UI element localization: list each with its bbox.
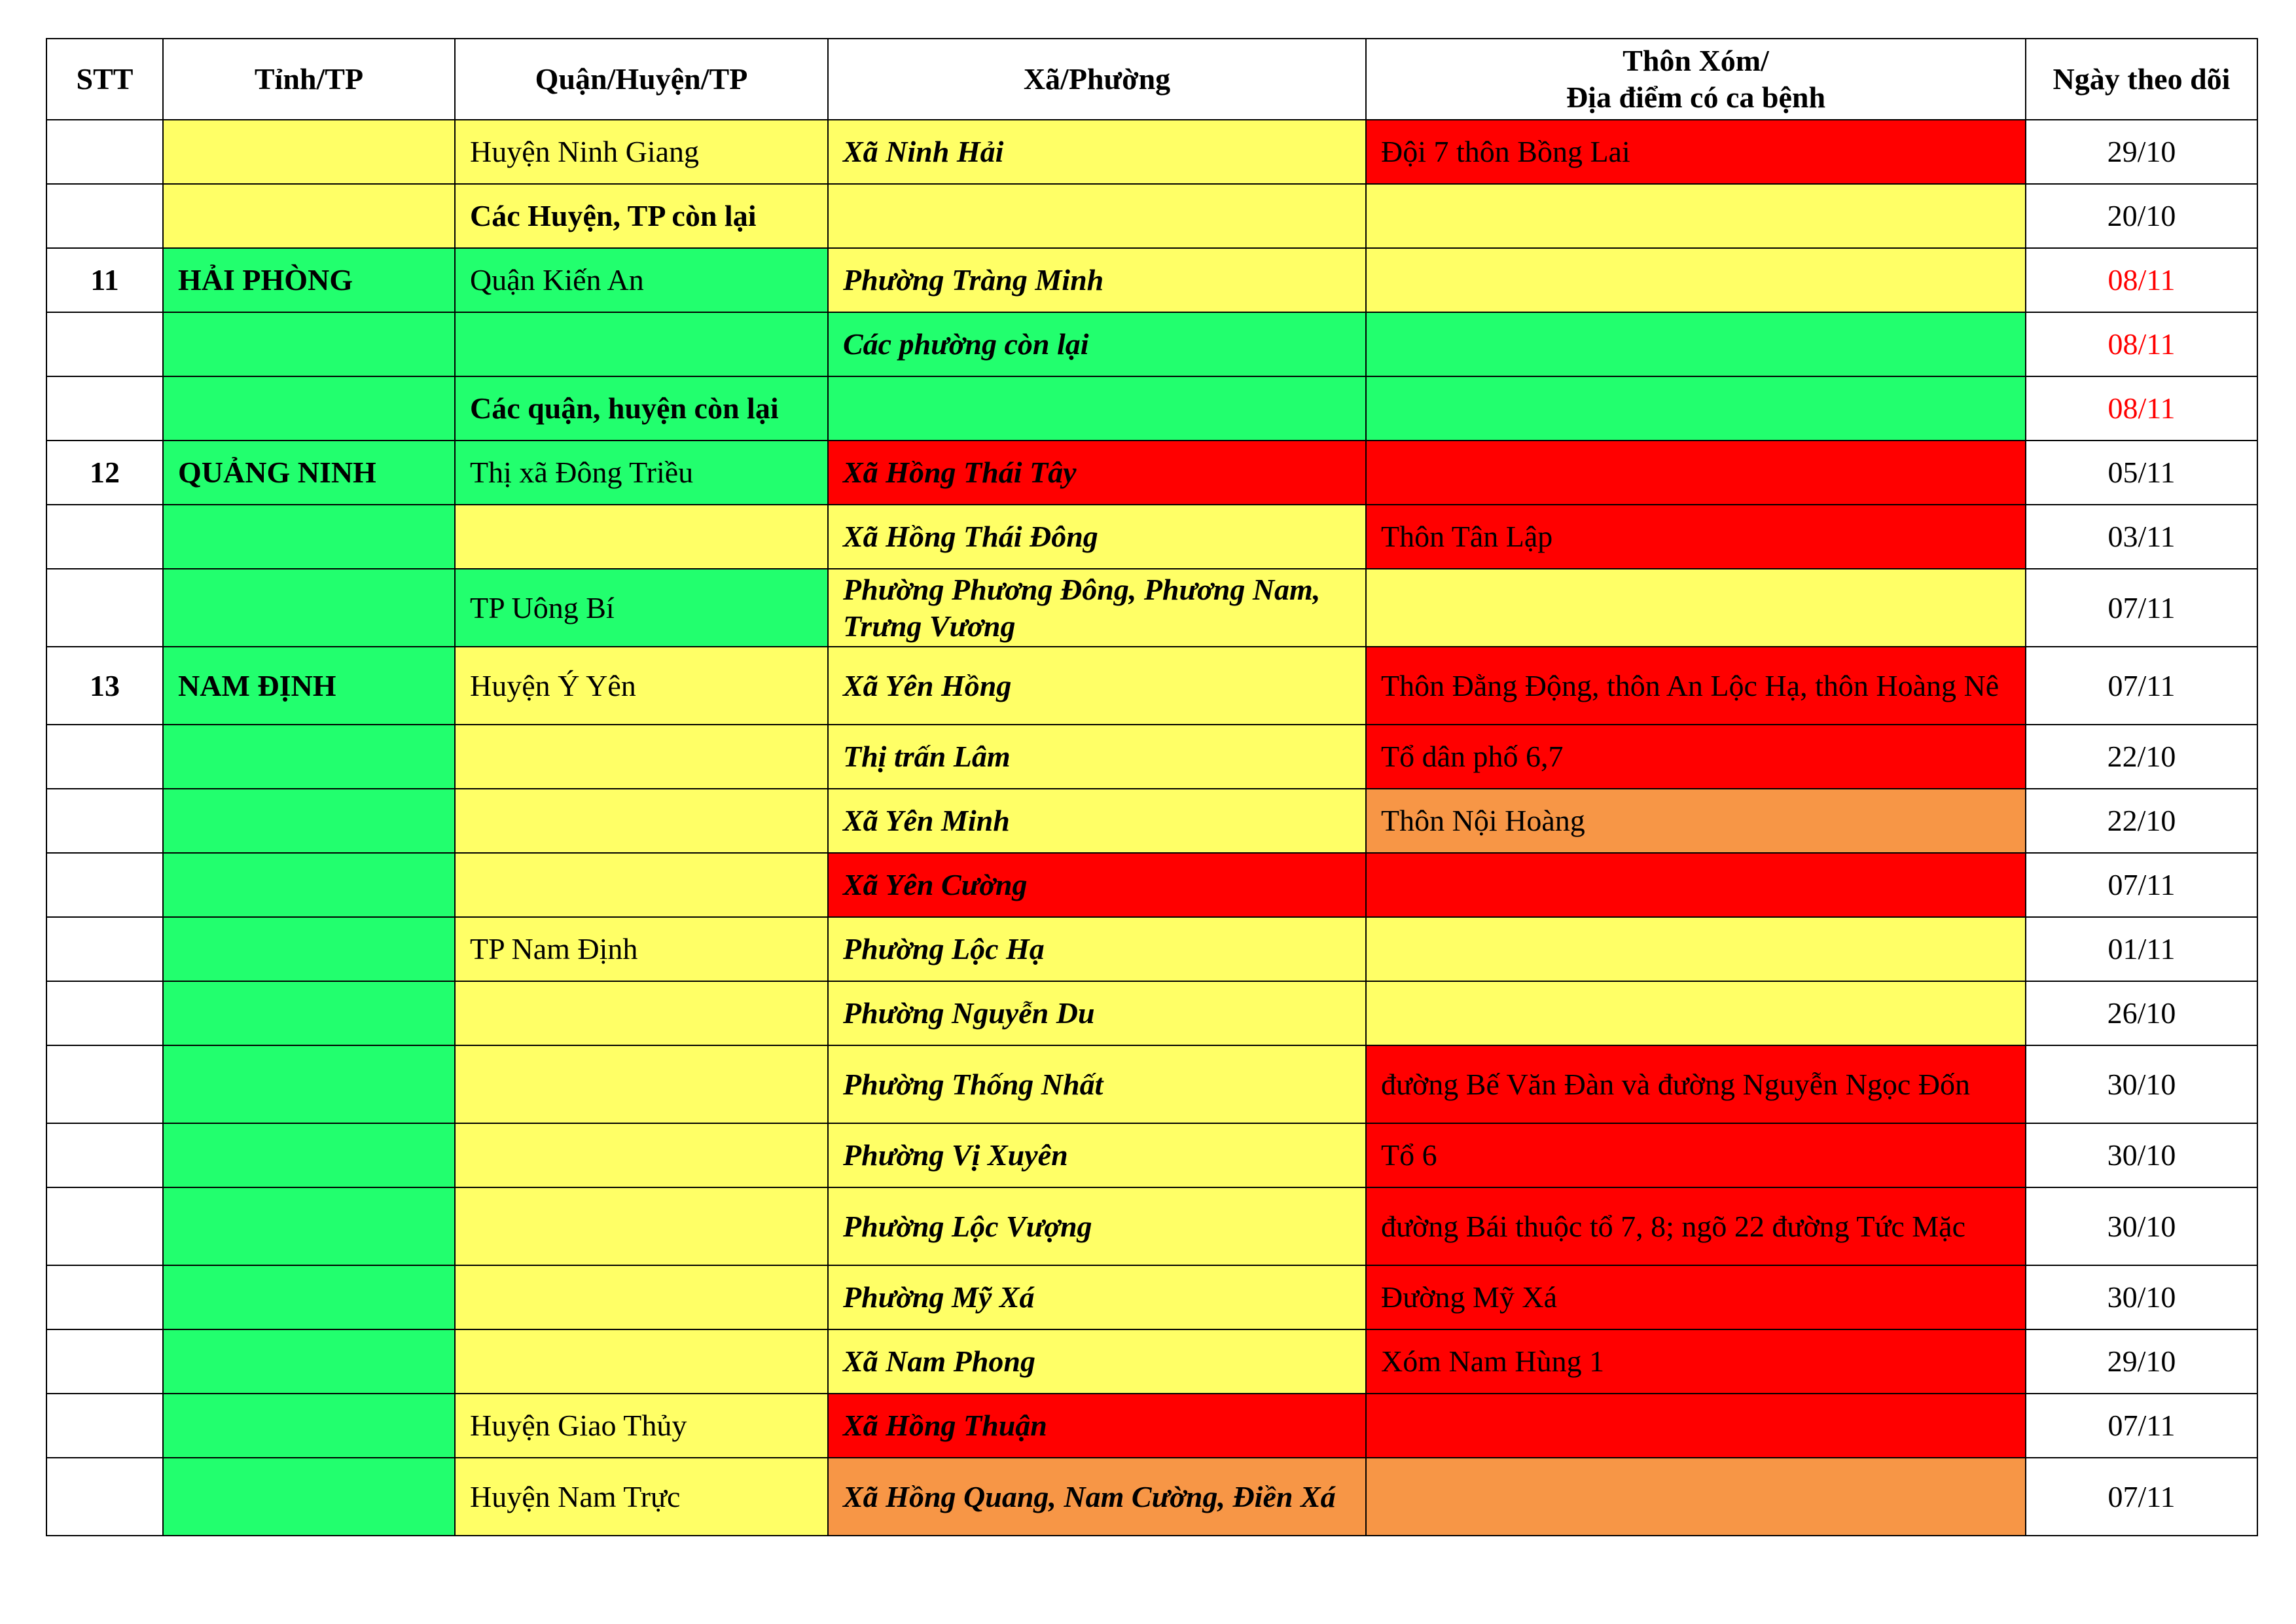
cell-quan — [455, 1045, 828, 1123]
cell-stt — [46, 1329, 163, 1394]
cell-xa: Phường Tràng Minh — [828, 248, 1366, 312]
table-row — [46, 1045, 2257, 1123]
cell-ngay: 30/10 — [2026, 1187, 2257, 1265]
table-row — [46, 789, 2257, 853]
cell-stt — [46, 1187, 163, 1265]
cell-tinh — [163, 853, 455, 917]
cell-tinh — [163, 1187, 455, 1265]
cell-thon — [1366, 376, 2026, 441]
cell-thon: Xóm Nam Hùng 1 — [1366, 1329, 2026, 1394]
cell-thon — [1366, 853, 2026, 917]
cell-ngay: 29/10 — [2026, 120, 2257, 184]
cell-stt — [46, 1394, 163, 1458]
cell-thon: Đội 7 thôn Bồng Lai — [1366, 120, 2026, 184]
header-tinh: Tỉnh/TP — [163, 39, 455, 120]
cell-ngay: 29/10 — [2026, 1329, 2257, 1394]
cell-thon: Đường Mỹ Xá — [1366, 1265, 2026, 1329]
table-row — [46, 1187, 2257, 1265]
cell-thon — [1366, 441, 2026, 505]
cell-quan: Các Huyện, TP còn lại — [455, 184, 828, 248]
cell-ngay: 07/11 — [2026, 647, 2257, 725]
cell-tinh — [163, 1123, 455, 1187]
table-row — [46, 441, 2257, 505]
cell-ngay: 08/11 — [2026, 376, 2257, 441]
cell-ngay: 22/10 — [2026, 725, 2257, 789]
cell-stt — [46, 917, 163, 981]
cell-ngay: 22/10 — [2026, 789, 2257, 853]
cell-quan — [455, 1123, 828, 1187]
cell-tinh — [163, 184, 455, 248]
cell-quan — [455, 789, 828, 853]
cell-tinh — [163, 120, 455, 184]
table-row — [46, 1394, 2257, 1458]
cell-quan — [455, 725, 828, 789]
cell-thon: Thôn Nội Hoàng — [1366, 789, 2026, 853]
header-row — [46, 39, 2257, 120]
cell-quan: Huyện Ý Yên — [455, 647, 828, 725]
cell-quan — [455, 312, 828, 376]
cell-xa: Thị trấn Lâm — [828, 725, 1366, 789]
cell-xa: Phường Mỹ Xá — [828, 1265, 1366, 1329]
cell-xa: Xã Yên Minh — [828, 789, 1366, 853]
cell-xa: Các phường còn lại — [828, 312, 1366, 376]
table-row — [46, 120, 2257, 184]
cell-tinh — [163, 1265, 455, 1329]
header-stt: STT — [46, 39, 163, 120]
cell-tinh: NAM ĐỊNH — [163, 647, 455, 725]
cell-stt: 11 — [46, 248, 163, 312]
cell-stt — [46, 184, 163, 248]
cell-ngay: 05/11 — [2026, 441, 2257, 505]
table-row — [46, 248, 2257, 312]
cell-thon — [1366, 1394, 2026, 1458]
cell-stt — [46, 789, 163, 853]
cell-xa: Xã Nam Phong — [828, 1329, 1366, 1394]
cell-tinh — [163, 725, 455, 789]
cell-ngay: 20/10 — [2026, 184, 2257, 248]
cell-stt — [46, 1045, 163, 1123]
cell-stt — [46, 981, 163, 1045]
cell-stt — [46, 312, 163, 376]
cell-ngay: 08/11 — [2026, 312, 2257, 376]
header-quan: Quận/Huyện/TP — [455, 39, 828, 120]
table-row — [46, 1265, 2257, 1329]
cell-xa: Xã Yên Cường — [828, 853, 1366, 917]
cell-tinh — [163, 917, 455, 981]
cell-tinh — [163, 569, 455, 647]
cell-xa: Phường Lộc Vượng — [828, 1187, 1366, 1265]
table-body — [46, 120, 2257, 1536]
cell-thon — [1366, 312, 2026, 376]
header-thon-line1: Thôn Xóm/ — [1623, 44, 1769, 77]
table-row — [46, 725, 2257, 789]
cell-ngay: 30/10 — [2026, 1045, 2257, 1123]
cell-xa: Xã Hồng Thuận — [828, 1394, 1366, 1458]
cell-stt — [46, 1265, 163, 1329]
cell-ngay: 30/10 — [2026, 1123, 2257, 1187]
cell-quan — [455, 981, 828, 1045]
cell-thon — [1366, 981, 2026, 1045]
table-row — [46, 1123, 2257, 1187]
cell-ngay: 08/11 — [2026, 248, 2257, 312]
cell-quan — [455, 853, 828, 917]
cell-stt — [46, 505, 163, 569]
cell-ngay: 07/11 — [2026, 853, 2257, 917]
cell-thon — [1366, 184, 2026, 248]
cell-tinh — [163, 1394, 455, 1458]
table-row — [46, 505, 2257, 569]
table-row — [46, 1329, 2257, 1394]
cell-quan — [455, 1329, 828, 1394]
cell-xa: Phường Lộc Hạ — [828, 917, 1366, 981]
cell-stt — [46, 1458, 163, 1536]
cell-tinh: QUẢNG NINH — [163, 441, 455, 505]
cell-stt — [46, 725, 163, 789]
cell-tinh — [163, 1458, 455, 1536]
table-row — [46, 376, 2257, 441]
cell-thon: đường Bế Văn Đàn và đường Nguyễn Ngọc Đốn — [1366, 1045, 2026, 1123]
cell-thon: Thôn Tân Lập — [1366, 505, 2026, 569]
cell-stt: 13 — [46, 647, 163, 725]
cell-ngay: 03/11 — [2026, 505, 2257, 569]
cell-stt — [46, 120, 163, 184]
header-thon — [1366, 39, 2026, 120]
header-thon-line2: Địa điểm có ca bệnh — [1566, 81, 1826, 114]
cell-xa — [828, 376, 1366, 441]
cell-quan — [455, 505, 828, 569]
cell-thon — [1366, 569, 2026, 647]
cell-tinh: HẢI PHÒNG — [163, 248, 455, 312]
cell-quan: Huyện Nam Trực — [455, 1458, 828, 1536]
table-row — [46, 184, 2257, 248]
table-row — [46, 312, 2257, 376]
cell-quan: Huyện Ninh Giang — [455, 120, 828, 184]
cell-xa: Phường Thống Nhất — [828, 1045, 1366, 1123]
cell-thon: đường Bái thuộc tổ 7, 8; ngõ 22 đường Tức Mặc — [1366, 1187, 2026, 1265]
cell-xa: Phường Phương Đông, Phương Nam, Trưng Vương — [828, 569, 1366, 647]
table-row — [46, 981, 2257, 1045]
cell-xa — [828, 184, 1366, 248]
cell-xa: Phường Vị Xuyên — [828, 1123, 1366, 1187]
table-row — [46, 569, 2257, 647]
cell-quan: Huyện Giao Thủy — [455, 1394, 828, 1458]
cell-quan: Các quận, huyện còn lại — [455, 376, 828, 441]
cell-stt: 12 — [46, 441, 163, 505]
header-xa: Xã/Phường — [828, 39, 1366, 120]
cell-ngay: 07/11 — [2026, 1458, 2257, 1536]
cell-tinh — [163, 1329, 455, 1394]
cell-xa: Xã Hồng Thái Đông — [828, 505, 1366, 569]
cell-thon: Tổ 6 — [1366, 1123, 2026, 1187]
cell-ngay: 30/10 — [2026, 1265, 2257, 1329]
cell-stt — [46, 569, 163, 647]
cell-tinh — [163, 789, 455, 853]
cell-ngay: 07/11 — [2026, 1394, 2257, 1458]
cell-quan: Quận Kiến An — [455, 248, 828, 312]
cell-xa: Xã Hồng Quang, Nam Cường, Điền Xá — [828, 1458, 1366, 1536]
cell-quan — [455, 1265, 828, 1329]
cell-xa: Xã Yên Hồng — [828, 647, 1366, 725]
cell-stt — [46, 376, 163, 441]
cell-quan — [455, 1187, 828, 1265]
cell-thon — [1366, 1458, 2026, 1536]
cell-ngay: 07/11 — [2026, 569, 2257, 647]
cell-thon — [1366, 248, 2026, 312]
cell-tinh — [163, 505, 455, 569]
cell-xa: Xã Ninh Hải — [828, 120, 1366, 184]
cell-stt — [46, 1123, 163, 1187]
table-row — [46, 647, 2257, 725]
table-row — [46, 853, 2257, 917]
cell-thon: Tổ dân phố 6,7 — [1366, 725, 2026, 789]
cell-xa: Phường Nguyễn Du — [828, 981, 1366, 1045]
cell-tinh — [163, 981, 455, 1045]
cell-quan: TP Uông Bí — [455, 569, 828, 647]
cell-tinh — [163, 376, 455, 441]
cell-stt — [46, 853, 163, 917]
cell-quan: Thị xã Đông Triều — [455, 441, 828, 505]
table-row — [46, 917, 2257, 981]
tracking-table — [46, 38, 2258, 1536]
cell-thon: Thôn Đằng Động, thôn An Lộc Hạ, thôn Hoàng Nê — [1366, 647, 2026, 725]
cell-ngay: 01/11 — [2026, 917, 2257, 981]
table-row — [46, 1458, 2257, 1536]
cell-xa: Xã Hồng Thái Tây — [828, 441, 1366, 505]
cell-quan: TP Nam Định — [455, 917, 828, 981]
header-ngay: Ngày theo dõi — [2026, 39, 2257, 120]
cell-ngay: 26/10 — [2026, 981, 2257, 1045]
cell-thon — [1366, 917, 2026, 981]
cell-tinh — [163, 1045, 455, 1123]
cell-tinh — [163, 312, 455, 376]
